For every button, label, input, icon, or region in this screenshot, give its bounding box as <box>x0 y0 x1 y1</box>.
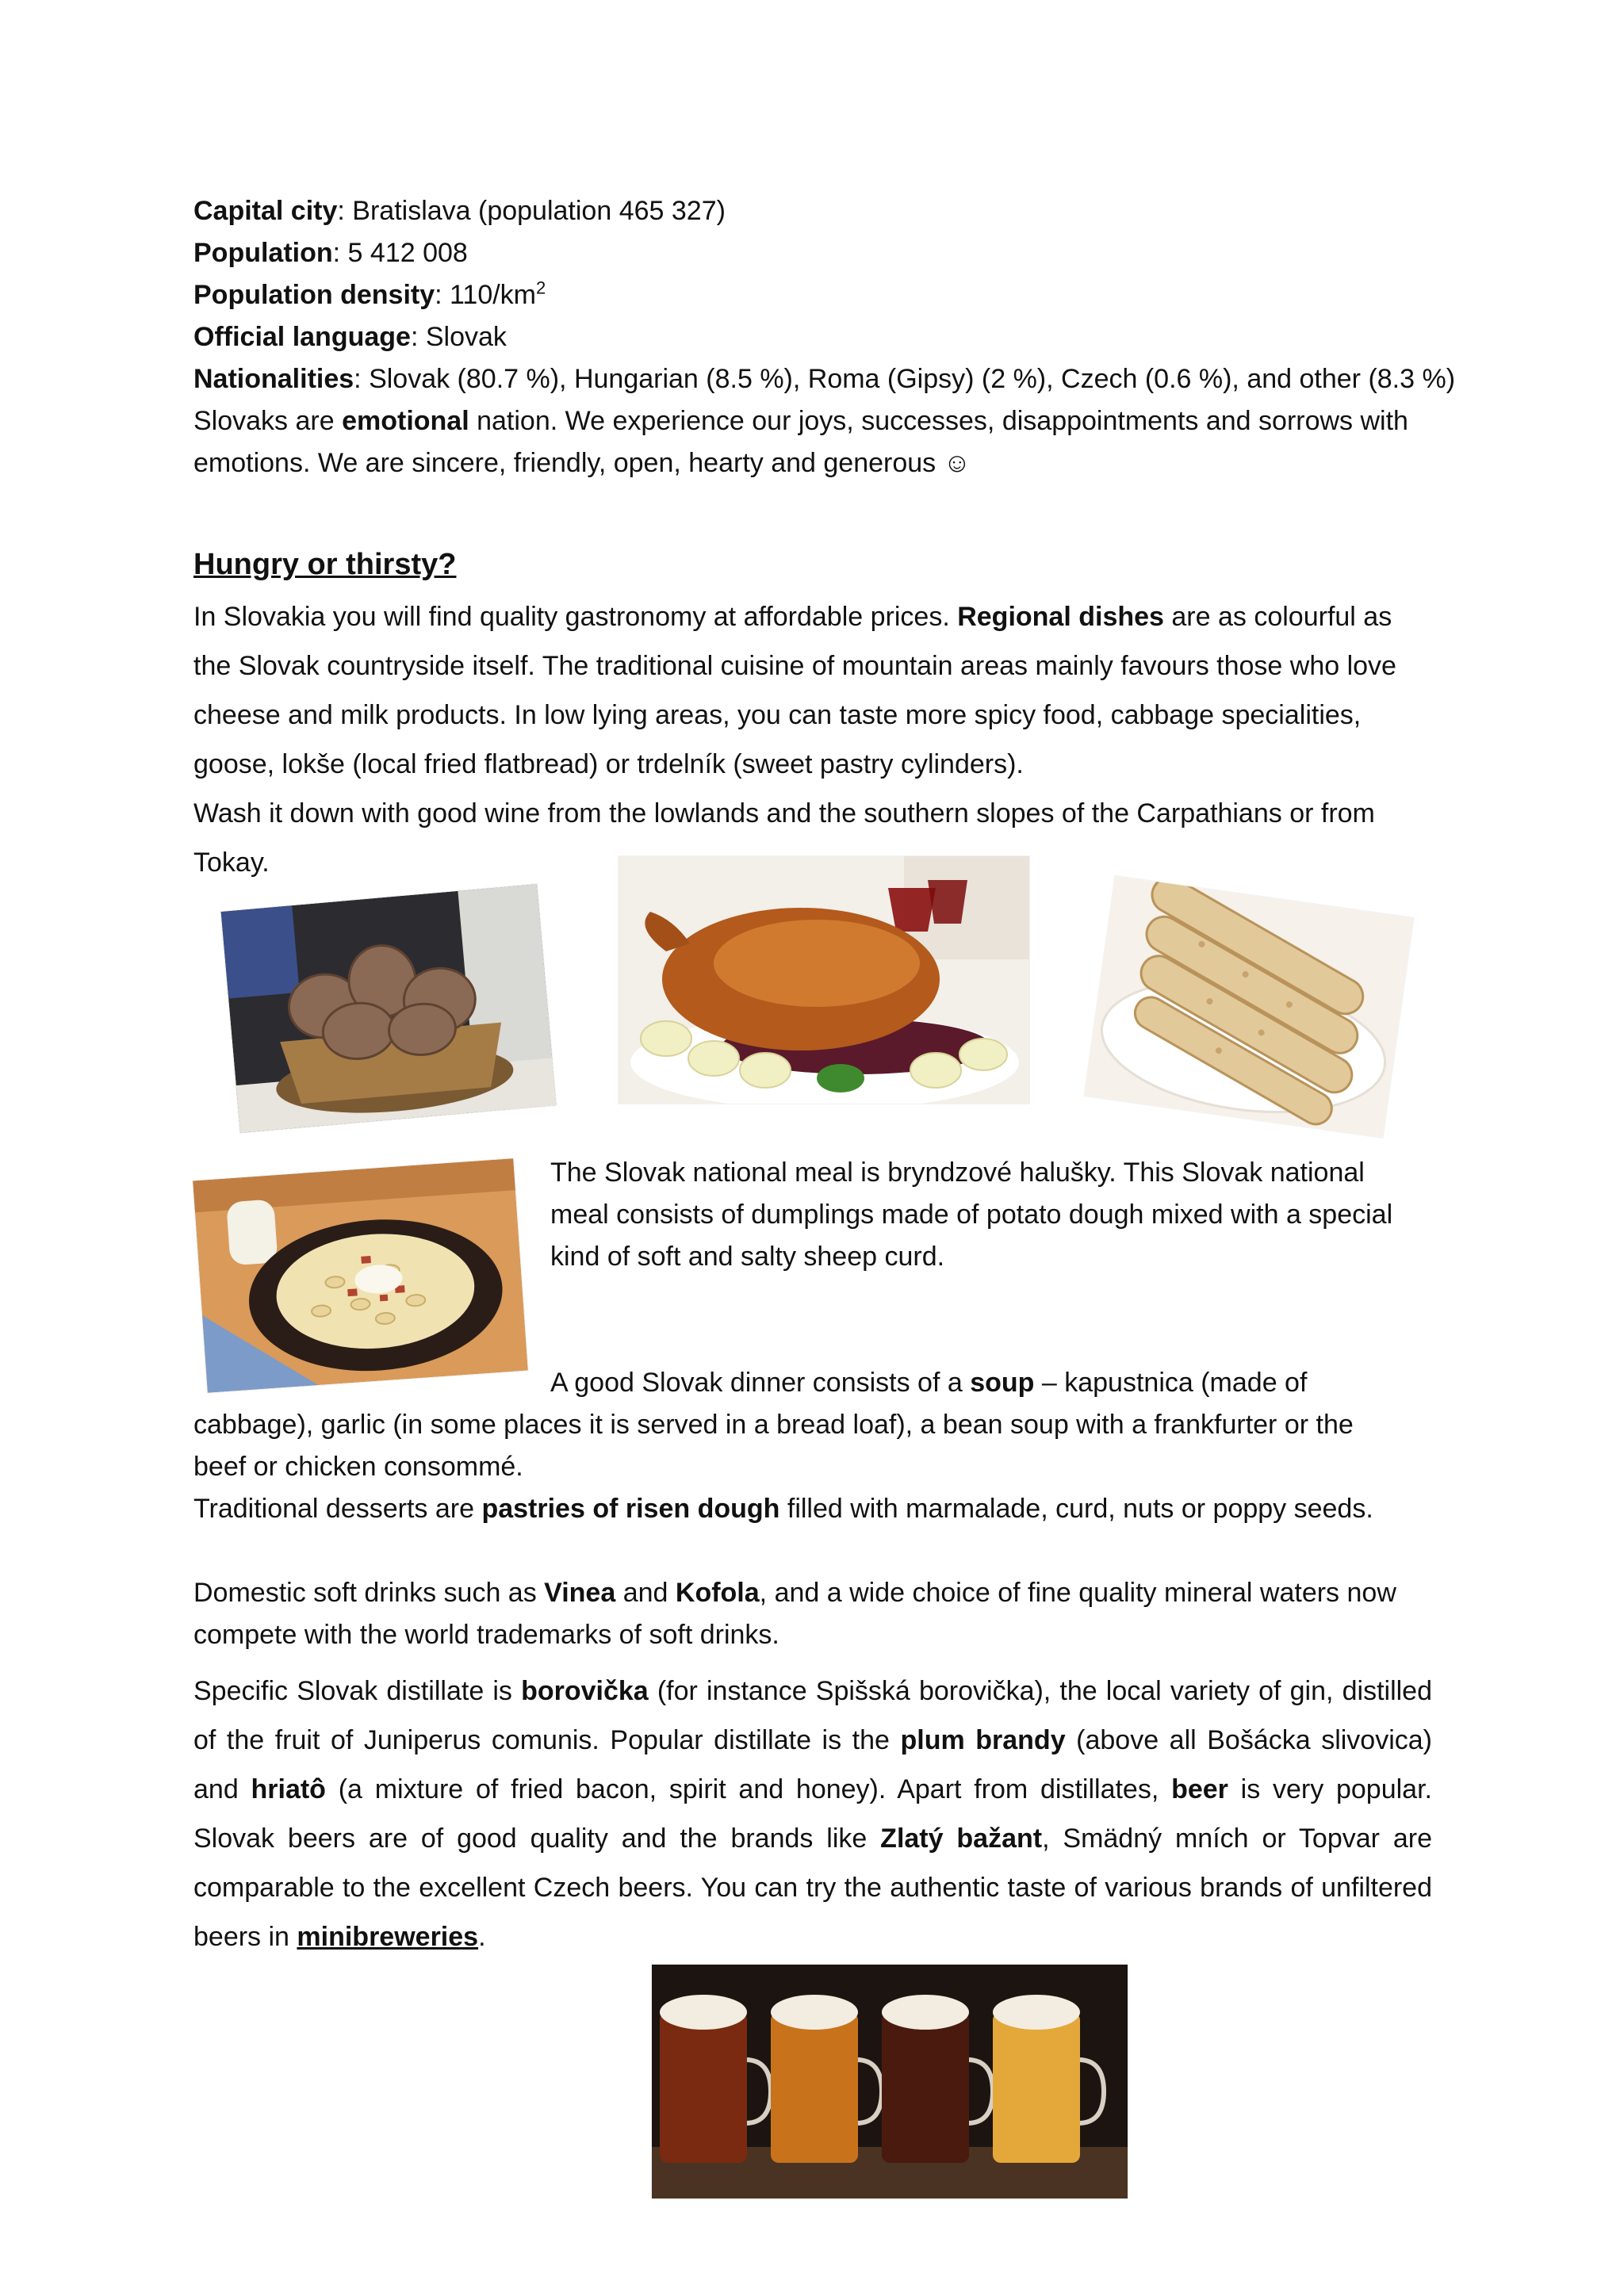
national-meal-line-3: kind of soft and salty sheep curd. <box>550 1242 945 1272</box>
drinks-line-1: Domestic soft drinks such as Vinea and Kofola, and a wide choice of fine quality mineral waters now <box>193 1578 1396 1608</box>
section-title: Hungry or thirsty? <box>193 548 457 581</box>
distillate-line-6: beers in minibreweries. <box>193 1922 486 1952</box>
trdelnik-photo <box>221 884 557 1133</box>
gastro-line-4: goose, lokše (local fried flatbread) or trdelník (sweet pastry cylinders). <box>193 749 1024 779</box>
dinner-line-3: beef or chicken consommé. <box>193 1452 523 1482</box>
dinner-line-4: Traditional desserts are pastries of risen dough filled with marmalade, curd, nuts or poppy seeds. <box>193 1494 1373 1524</box>
fact-nationalities: Nationalities: Slovak (80.7 %), Hungarian (8.5 %), Roma (Gipsy) (2 %), Czech (0.6 %), and other (8.3 %) <box>193 364 1456 394</box>
fact-density: Population density: $110/km^2$ <box>193 277 546 310</box>
beers-photo <box>652 1965 1128 2198</box>
drinks-line-2: compete with the world trademarks of soft drinks. <box>193 1620 779 1650</box>
distillate-line-3: and hriatô (a mixture of fried bacon, spirit and honey). Apart from distillates, beer is very popular. <box>193 1774 1432 1804</box>
fact-capital: Capital city: Bratislava (population 465 327) <box>193 196 726 226</box>
distillate-line-2: of the fruit of Juniperus comunis. Popular distillate is the plum brandy (above all Bošácka slivovica) <box>193 1725 1432 1755</box>
roast-goose-photo <box>619 856 1029 1104</box>
fact-population: Population: 5 412 008 <box>193 238 468 268</box>
gastro-line-2: the Slovak countryside itself. The traditional cuisine of mountain areas mainly favours those who love <box>193 651 1396 681</box>
national-meal-line-2: meal consists of dumplings made of potato dough mixed with a special <box>550 1200 1393 1230</box>
national-meal-line-1: The Slovak national meal is bryndzové halušky. This Slovak national <box>550 1158 1365 1188</box>
dinner-line-1: A good Slovak dinner consists of a soup – kapustnica (made of <box>550 1368 1308 1398</box>
dinner-line-2: cabbage), garlic (in some places it is served in a bread loaf), a bean soup with a frankfurter or the <box>193 1410 1354 1440</box>
distillate-line-1: Specific Slovak distillate is borovička (for instance Spišská borovička), the local variety of gin, distilled <box>193 1676 1433 1706</box>
intro-line-2: emotions. We are sincere, friendly, open, hearty and generous ☺ <box>193 448 971 478</box>
gastro-line-5: Wash it down with good wine from the lowlands and the southern slopes of the Carpathians or from <box>193 798 1375 828</box>
halusky-photo <box>193 1158 528 1393</box>
gastro-line-1: In Slovakia you will find quality gastronomy at affordable prices. Regional dishes are as colourful as <box>193 602 1392 632</box>
lokse-photo <box>1084 876 1413 1138</box>
fact-language: Official language: Slovak <box>193 322 507 352</box>
distillate-line-4: Slovak beers are of good quality and the brands like Zlatý bažant, Smädný mních or Topvar are <box>193 1823 1432 1854</box>
gastro-line-6: Tokay. <box>193 848 270 878</box>
intro-line-1: Slovaks are emotional nation. We experience our joys, successes, disappointments and sorrows with <box>193 406 1408 436</box>
distillate-line-5: comparable to the excellent Czech beers. You can try the authentic taste of various brands of unfiltered <box>193 1873 1432 1903</box>
gastro-line-3: cheese and milk products. In low lying areas, you can taste more spicy food, cabbage specialities, <box>193 700 1362 730</box>
